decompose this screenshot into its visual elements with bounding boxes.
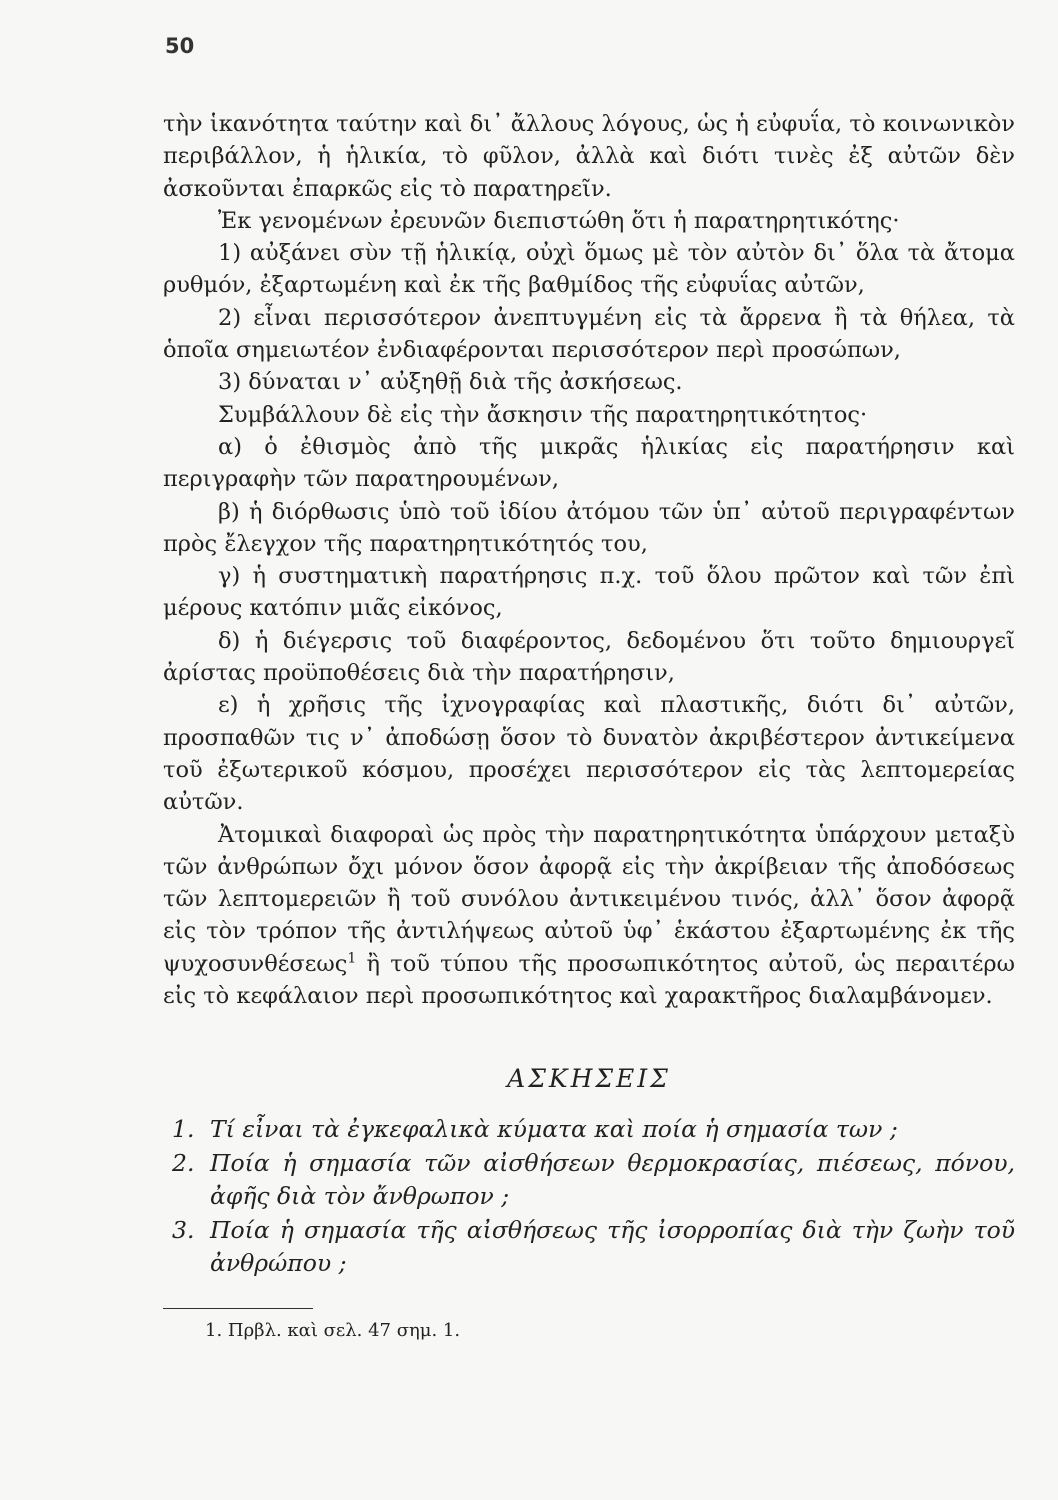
exercise-text: Τί εἶναι τὰ ἐγκεφαλικὰ κύματα καὶ ποία ἡ σημασία των ; — [210, 1115, 898, 1143]
exercises-list — [172, 1113, 1015, 1281]
exercise-number: 1. — [172, 1115, 195, 1143]
list-item: β) ἡ διόρθωσις ὑπὸ τοῦ ἰδίου ἀτόμου τῶν ὑπ᾽ αὐτοῦ περιγραφέντων πρὸς ἔλεγχον τῆς παρατηρητικότητός του, — [163, 498, 1015, 557]
exercise-item — [172, 1147, 1015, 1214]
paragraph: Ἐκ γενομένων ἐρευνῶν διεπιστώθη ὅτι ἡ παρατηρητικότης· — [218, 207, 900, 234]
exercise-item — [172, 1214, 1015, 1281]
list-item: 3) δύναται ν᾽ αὐξηθῇ διὰ τῆς ἀσκήσεως. — [218, 369, 683, 396]
body-text — [163, 108, 1015, 1012]
paragraph: Συμβάλλουν δὲ εἰς τὴν ἄσκησιν τῆς παρατηρητικότητος· — [218, 401, 868, 428]
footnote-reference[interactable]: 1 — [347, 950, 357, 967]
footnote: 1. Πρβλ. καὶ σελ. 47 σημ. 1. — [205, 1320, 461, 1341]
list-item: 1) αὐξάνει σὺν τῇ ἡλικίᾳ, οὐχὶ ὅμως μὲ τὸν αὐτὸν δι᾽ ὅλα τὰ ἄτομα ρυθμόν, ἐξαρτωμένη καὶ ἐκ τῆς βαθμίδος τῆς εὐφυΐας αὐτῶν, — [163, 240, 1015, 299]
list-item: 2) εἶναι περισσότερον ἀνεπτυγμένη εἰς τὰ ἄρρενα ἢ τὰ θήλεα, τὰ ὁποῖα σημειωτέον ἐνδιαφέρονται περισσότερον περὶ προσώπων, — [163, 304, 1015, 364]
footnote-divider — [163, 1308, 313, 1309]
list-item: γ) ἡ συστηματικὴ παρατήρησις π.χ. τοῦ ὅλου πρῶτον καὶ τῶν ἐπὶ μέρους κατόπιν μιᾶς εἰκόνος, — [163, 563, 1015, 622]
list-item: ε) ἡ χρῆσις τῆς ἰχνογραφίας καὶ πλαστικῆς, διότι δι᾽ αὐτῶν, προσπαθῶν τις ν᾽ ἀποδώσῃ ὅσον τὸ δυνατὸν ἀκριβέστερον ἀντικείμενα τοῦ ἐξωτερικοῦ κόσμου, προσέχει περισσότερον εἰς τὰς λεπτομερείας αὐτῶν. — [163, 692, 1015, 816]
exercise-item — [172, 1113, 1015, 1147]
list-item: α) ὁ ἐθισμὸς ἀπὸ τῆς μικρᾶς ἡλικίας εἰς παρατήρησιν καὶ περιγραφὴν τῶν παρατηρουμένων, — [163, 433, 1015, 493]
exercises-heading: ΑΣΚΗΣΕΙΣ — [507, 1064, 671, 1093]
paragraph-individual-differences — [163, 819, 1015, 1013]
exercise-number: 2. — [172, 1148, 195, 1177]
paragraph-text: ἢ τοῦ τύπου τῆς προσωπικότητος αὐτοῦ, ὡς περαιτέρω εἰς τὸ κεφάλαιον περὶ προσωπικότητος καὶ χαρακτῆρος διαλαμβάνομεν. — [163, 950, 1015, 1010]
exercise-number: 3. — [172, 1215, 195, 1244]
exercise-text: Ποία ἡ σημασία τῆς αἰσθήσεως τῆς ἰσορροπίας διὰ τὴν ζωὴν τοῦ ἀνθρώπου ; — [210, 1215, 1015, 1277]
paragraph: τὴν ἱκανότητα ταύτην καὶ δι᾽ ἄλλους λόγους, ὡς ἡ εὐφυΐα, τὸ κοινωνικὸν περιβάλλον, ἡ ἡλικία, τὸ φῦλον, ἀλλὰ καὶ διότι τινὲς ἐξ αὐτῶν δὲν ἀσκοῦνται ἐπαρκῶς εἰς τὸ παρατηρεῖν. — [163, 111, 1015, 202]
page-number: 50 — [165, 34, 195, 58]
list-item: δ) ἡ διέγερσις τοῦ διαφέροντος, δεδομένου ὅτι τοῦτο δημιουργεῖ ἀρίστας προϋποθέσεις διὰ τὴν παρατήρησιν, — [163, 627, 1015, 687]
exercise-text: Ποία ἡ σημασία τῶν αἰσθήσεων θερμοκρασίας, πιέσεως, πόνου, ἀφῆς διὰ τὸν ἄνθρωπον ; — [210, 1148, 1015, 1210]
paragraph-text: Ἀτομικαὶ διαφοραὶ ὡς πρὸς τὴν παρατηρητικότητα ὑπάρχουν μεταξὺ τῶν ἀνθρώπων ὄχι μόνον ὅσον ἀφορᾷ εἰς τὴν ἀκρίβειαν τῆς ἀποδόσεως τῶν λεπτομερειῶν ἢ τοῦ συνόλου ἀντικειμένου τινός, ἀλλ᾽ ὅσον ἀφορᾷ εἰς τὸν τρόπον τῆς ἀντιλήψεως αὐτοῦ ὑφ᾽ ἑκάστου ἐξαρτωμένης ἐκ τῆς ψυχοσυνθέσεως — [163, 821, 1015, 977]
